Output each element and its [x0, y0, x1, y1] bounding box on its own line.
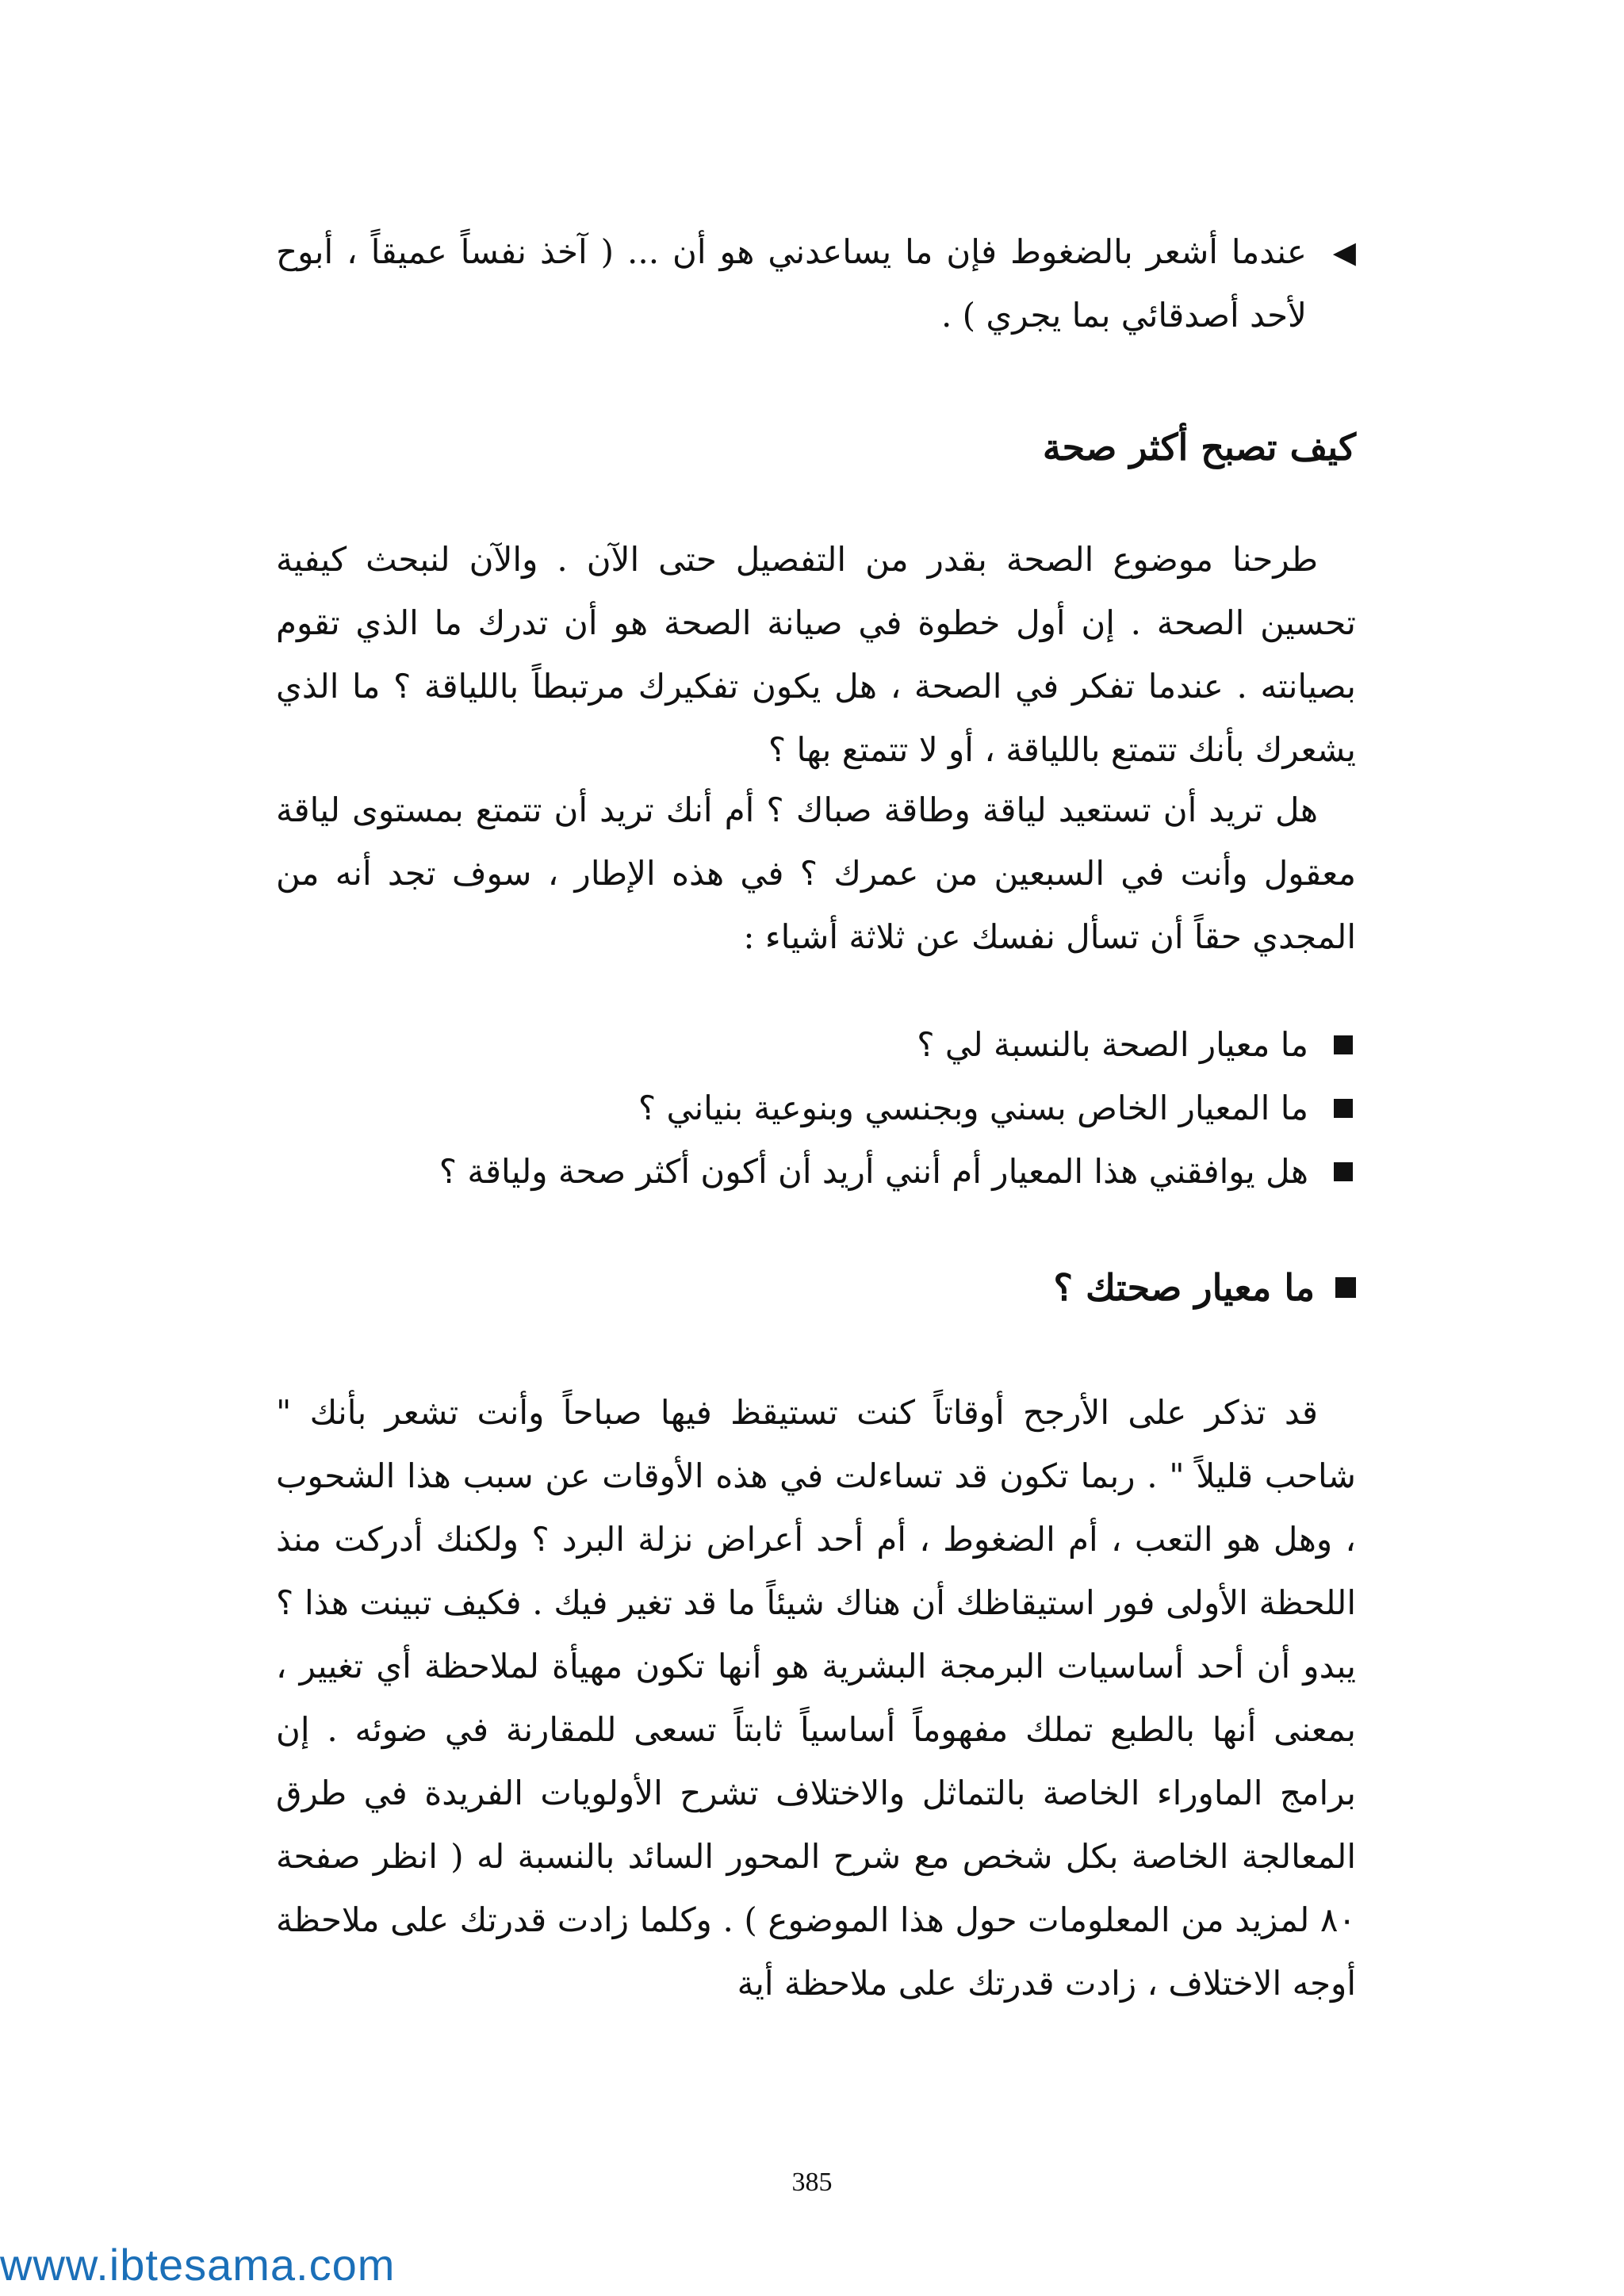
triangle-bullet-icon: ◀	[1332, 235, 1356, 270]
paragraph-health-intro-text: طرحنا موضوع الصحة بقدر من التفصيل حتى الآن . والآن لنبحث كيفية تحسين الصحة . إن أول خطوة في صيانة الصحة هو أن تدرك ما الذي تقوم بصيانته . عندما تفكر في الصحة ، هل يكون تفكيرك مرتبطاً باللياقة ؟ ما الذي يشعرك بأنك تتمتع باللياقة ، أو لا تتمتع بها ؟	[276, 540, 1356, 769]
list-item	[276, 1140, 1356, 1203]
paragraph-standard	[276, 1381, 1356, 2015]
section-heading-healthier: كيف تصبح أكثر صحة	[1042, 426, 1356, 469]
page-number: 385	[791, 2168, 833, 2197]
section-heading-standard-text: ما معيار صحتك ؟	[1053, 1266, 1315, 1309]
paragraph-standard-text: قد تذكر على الأرجح أوقاتاً كنت تستيقظ فيها صباحاً وأنت تشعر بأنك " شاحب قليلاً " . ربما تكون قد تساءلت في هذه الأوقات عن سبب هذا الشحوب ، وهل هو التعب ، أم الضغوط ، أم أحد أعراض نزلة البرد ؟ ولكنك أدركت منذ اللحظة الأولى فور استيقاظك أن هناك شيئاً ما قد تغير فيك . فكيف تبينت هذا ؟ يبدو أن أحد أساسيات البرمجة البشرية هو أنها تكون مهيأة لملاحظة أي تغيير ، بمعنى أنها بالطبع تملك مفهوماً أساسياً ثابتاً تسعى للمقارنة في ضوئه . إن برامج الماوراء الخاصة بالتماثل والاختلاف تشرح الأولويات الفريدة في طرق المعالجة الخاصة بكل شخص مع شرح المحور السائد بالنسبة له ( انظر صفحة ٨٠ لمزيد من المعلومات حول هذا الموضوع ) . وكلما زادت قدرتك على ملاحظة أوجه الاختلاف ، زادت قدرتك على ملاحظة أية	[276, 1393, 1356, 2003]
paragraph-health-intro	[276, 528, 1356, 782]
paragraph-fitness-text: هل تريد أن تستعيد لياقة وطاقة صباك ؟ أم أنك تريد أن تتمتع بمستوى لياقة معقول وأنت في السبعين من عمرك ؟ في هذه الإطار ، سوف تجد أنه من المجدي حقاً أن تسأل نفسك عن ثلاثة أشياء :	[276, 790, 1356, 956]
question-list	[276, 1013, 1356, 1203]
list-item	[276, 1013, 1356, 1077]
list-item-text: ما معيار الصحة بالنسبة لي ؟	[917, 1025, 1308, 1064]
watermark: www.ibtesama.com	[0, 2240, 396, 2290]
square-bullet-icon	[1334, 1162, 1353, 1181]
square-bullet-icon	[1334, 1035, 1353, 1054]
list-item	[276, 1077, 1356, 1140]
arrow-item	[276, 220, 1356, 347]
arrow-item-text: عندما أشعر بالضغوط فإن ما يساعدني هو أن ... ( آخذ نفساً عميقاً ، أبوح لأحد أصدقائي بما يجري ) .	[276, 232, 1307, 335]
section-heading-standard	[276, 1256, 1356, 1319]
list-item-text: ما المعيار الخاص بسني وبجنسي وبنوعية بنياني ؟	[638, 1089, 1308, 1127]
square-bullet-icon	[1335, 1277, 1356, 1298]
list-item-text: هل يوافقني هذا المعيار أم أنني أريد أن أكون أكثر صحة ولياقة ؟	[439, 1152, 1308, 1191]
square-bullet-icon	[1334, 1099, 1353, 1118]
paragraph-fitness	[276, 779, 1356, 969]
